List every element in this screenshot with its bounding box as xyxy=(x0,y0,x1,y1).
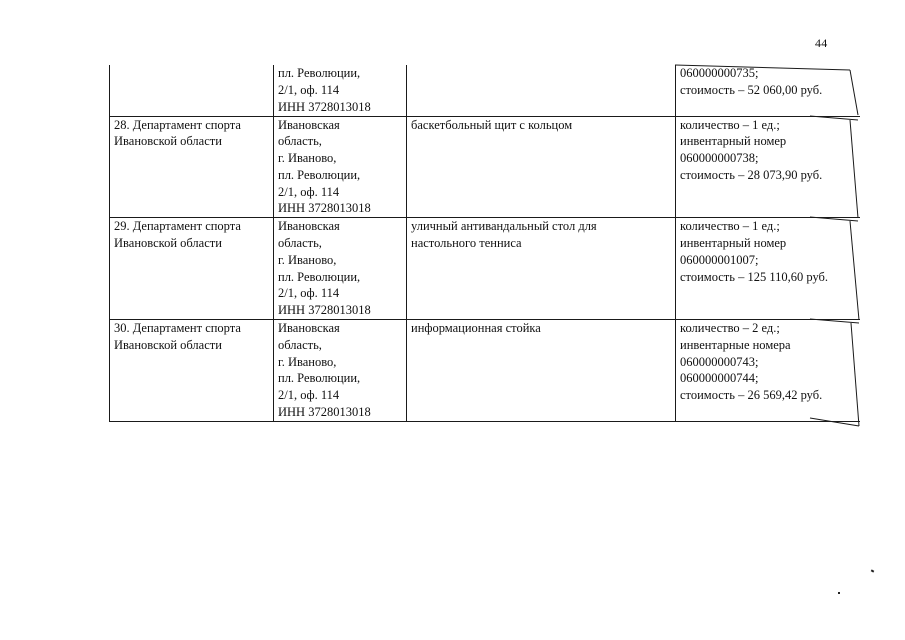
details-cell: 060000000735; стоимость – 52 060,00 руб. xyxy=(676,65,861,116)
organization-cell: 30. Департамент спорта Ивановской области xyxy=(110,320,274,422)
edge-line xyxy=(850,221,859,320)
edge-line xyxy=(810,217,858,221)
item-cell: уличный антивандальный стол для настольного тенниса xyxy=(407,218,676,320)
item-cell: информационная стойка xyxy=(407,320,676,422)
address-cell: Ивановская область, г. Иваново, пл. Революции, 2/1, оф. 114 ИНН 3728013018 xyxy=(274,218,407,320)
edge-line xyxy=(810,319,859,323)
edge-line xyxy=(810,116,858,120)
page-number: 44 xyxy=(815,36,828,50)
edge-line xyxy=(850,70,858,115)
details-cell: количество – 2 ед.; инвентарные номера 060000000743; 060000000744; стоимость – 26 569,42 руб. xyxy=(676,320,861,422)
address-cell: Ивановская область, г. Иваново, пл. Революции, 2/1, оф. 114 ИНН 3728013018 xyxy=(274,320,407,422)
edge-line xyxy=(850,120,858,218)
address-cell: Ивановская область, г. Иваново, пл. Революции, 2/1, оф. 114 ИНН 3728013018 xyxy=(274,116,407,218)
details-cell: количество – 1 ед.; инвентарный номер 060000000738; стоимость – 28 073,90 руб. xyxy=(676,116,861,218)
address-cell: пл. Революции, 2/1, оф. 114 ИНН 3728013018 xyxy=(274,65,407,116)
organization-cell: 28. Департамент спорта Ивановской области xyxy=(110,116,274,218)
edge-line xyxy=(851,323,859,426)
scan-speck xyxy=(838,592,840,594)
details-cell: количество – 1 ед.; инвентарный номер 060000001007; стоимость – 125 110,60 руб. xyxy=(676,218,861,320)
edge-line xyxy=(675,65,850,70)
item-cell: баскетбольный щит с кольцом xyxy=(407,116,676,218)
edge-line xyxy=(810,418,859,426)
organization-cell: 29. Департамент спорта Ивановской области xyxy=(110,218,274,320)
